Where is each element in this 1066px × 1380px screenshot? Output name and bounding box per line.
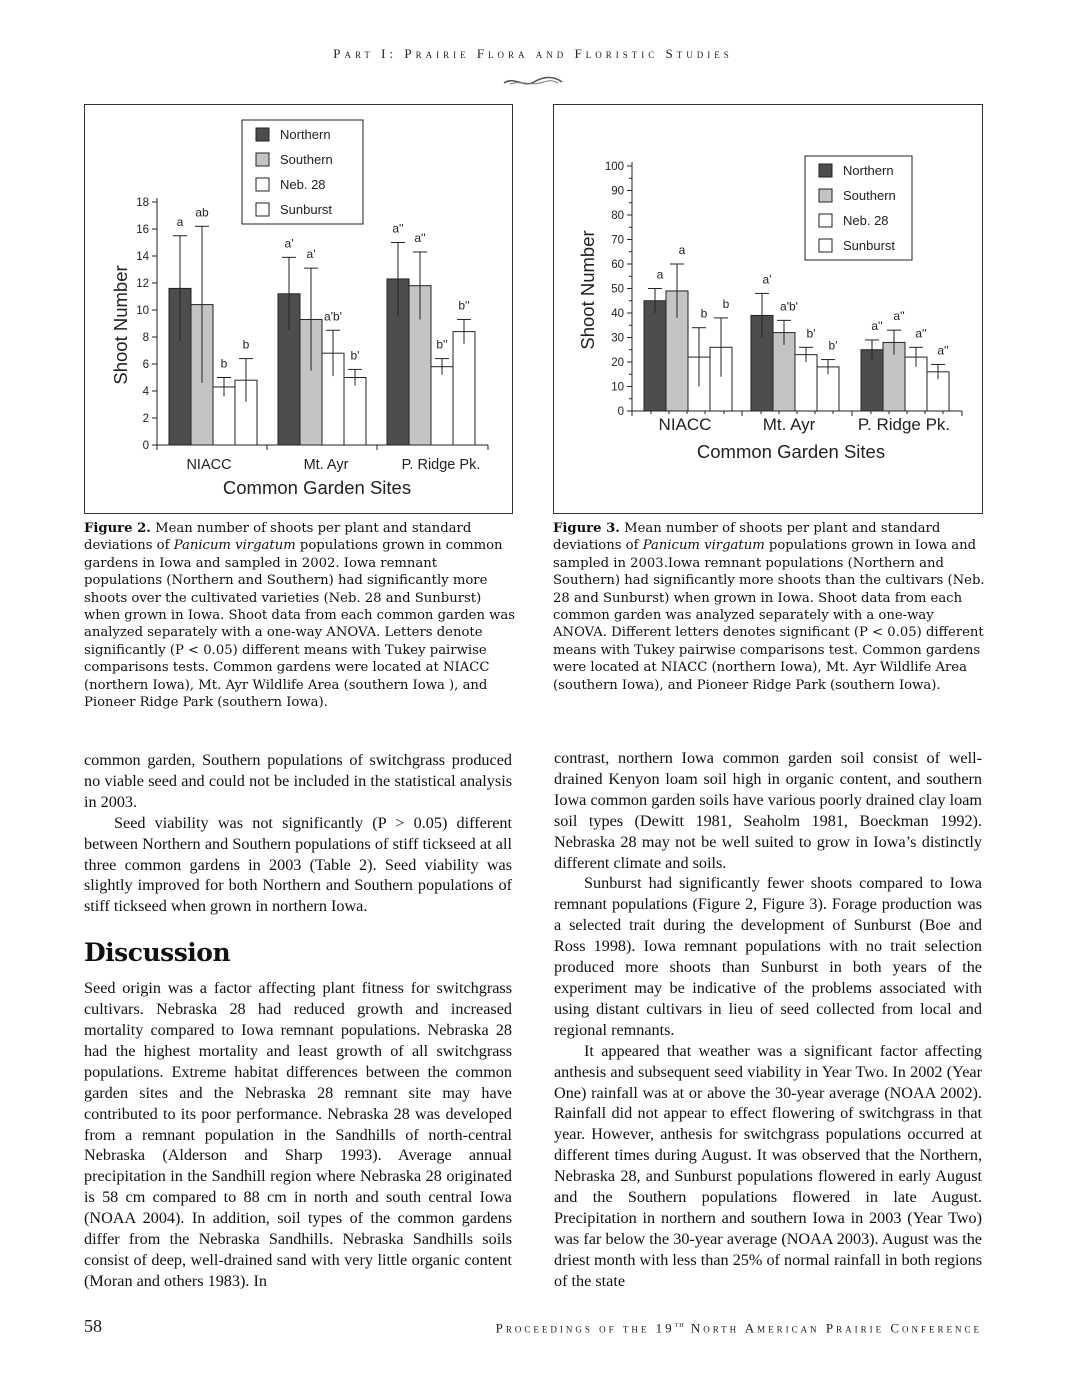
significance-letter: b'': [458, 298, 470, 313]
significance-letter: b': [806, 326, 816, 341]
body-paragraph: contrast, northern Iowa common garden soil consist of well-drained Kenyon loam soil high in organic content, and southern Iowa common garden soils have various poorly drained clay loam soil types (Dewitt 1981, Seaholm 1981, Boeckman 1992). Nebraska 28 may not be well suited to grow in Iowa’s distinctly different climate and soils.: [554, 749, 982, 872]
discussion-heading: Discussion: [84, 938, 231, 968]
y-axis-label: Shoot Number: [110, 265, 131, 385]
x-tick-label: P. Ridge Pk.: [401, 457, 481, 473]
significance-letter: ab: [195, 205, 209, 220]
x-axis-label: Common Garden Sites: [696, 441, 886, 462]
y-tick-label: 14: [136, 251, 149, 263]
y-tick-label: 50: [611, 283, 624, 296]
significance-letter: a'': [915, 326, 927, 341]
ornament-icon: [500, 74, 566, 90]
y-tick-label: 2: [142, 413, 149, 425]
x-tick-label: NIACC: [186, 457, 232, 473]
page-number: 58: [84, 1316, 102, 1336]
bar-neb-28: [431, 367, 453, 445]
running-head: Part I: Prairie Flora and Floristic Studies: [333, 46, 733, 61]
significance-letter: b': [350, 348, 360, 363]
figure-3-caption-pre: Mean number of shoots per plant and standard deviations of: [553, 521, 941, 554]
significance-letter: a: [176, 214, 184, 229]
significance-letter: b: [722, 296, 730, 311]
significance-letter: a'': [893, 309, 905, 324]
figure-3-caption: [553, 520, 985, 694]
body-paragraph: Sunburst had significantly fewer shoots compared to Iowa remnant populations (Figure 2, Figure 3). Forage production was a selected trait during the development of Sunburst (Boe and Ross 1998). Iowa remnant populations with no trait selection produced more shoots than Sunburst in both years of the experiment may be indicative of the problems associated with using distant cultivars in lieu of seed collected from local and regional remnants.: [554, 874, 982, 1039]
significance-letter: a'': [392, 221, 404, 236]
x-tick-label: Mt. Ayr: [762, 415, 816, 434]
legend-swatch-sunburst: [256, 203, 269, 216]
legend-swatch-northern: [256, 128, 269, 141]
legend-label: Sunburst: [280, 202, 333, 217]
figure-2-caption-post: populations grown in common gardens in Iowa and sampled in 2002. Iowa remnant populations (Northern and Southern) had significantly more shoots over the cultivated varieties (Neb. 28 and Sunburst) when grown in Iowa. Shoot data from each common garden was analyzed separately with a one-way ANOVA. Letters denote significantly (P < 0.05) different means with Tukey pairwise comparisons tests. Common gardens were located at NIACC (northern Iowa), Mt. Ayr Wildlife Area (southern Iowa ), and Pioneer Ridge Park (southern Iowa).: [84, 538, 516, 711]
figure-3-caption-post: populations grown in Iowa and sampled in 2003.Iowa remnant populations (Northern and Southern) had significantly more shoots than the cultivars (Neb. 28 and Sunburst) when grown in Iowa. Shoot data from each common garden was analyzed separately with a one-way ANOVA. Different letters denotes significant (P < 0.05) different means with Tukey pairwise comparisons test. Common gardens were located at NIACC (northern Iowa), Mt. Ayr Wildlife Area (southern Iowa), and Pioneer Ridge Park (southern Iowa).: [553, 538, 985, 693]
legend-swatch-neb-28: [256, 178, 269, 191]
y-tick-label: 80: [611, 210, 624, 222]
legend-label: Sunburst: [843, 238, 896, 253]
x-tick-label: Mt. Ayr: [303, 457, 349, 473]
figure-2-caption-species: Panicum virgatum: [173, 538, 296, 554]
left-column: [84, 750, 512, 1292]
body-paragraph: Seed origin was a factor affecting plant fitness for switchgrass cultivars. Nebraska 28 had reduced growth and increased mortality compared to Iowa remnant populations. Nebraska 28 had the highest mortality and least growth of all switchgrass populations. Extreme habitat differences between the common garden sites and the Nebraska 28 remnant site may have contributed to its poor performance. Nebraska 28 was developed from a remnant population in the Sandhills of north-central Nebraska (Alderson and Sharp 1993). Average annual precipitation in the Sandhill region where Nebraska 28 originated is 58 cm compared to 88 cm in north and south central Iowa (NOAA 2004). In addition, soil types of the common gardens differ from the Nebraska Sandhills. Nebraska Sandhills soils consist of deep, well-drained sand with very little organic content (Moran and others 1983). In: [84, 979, 512, 1290]
significance-letter: a: [656, 267, 664, 282]
significance-letter: a': [762, 272, 772, 287]
legend-label: Neb. 28: [843, 213, 889, 228]
proceedings-sup: th: [674, 1319, 685, 1329]
figure-2-chart: [84, 104, 513, 514]
bar-neb-28: [795, 355, 817, 411]
y-tick-label: 4: [142, 386, 149, 398]
significance-letter: b'': [436, 337, 448, 352]
significance-letter: a'b': [324, 309, 342, 324]
y-tick-label: 100: [604, 161, 624, 173]
legend-swatch-southern: [819, 189, 832, 202]
legend-label: Northern: [280, 127, 331, 142]
legend-label: Southern: [843, 188, 896, 203]
legend-label: Southern: [280, 152, 333, 167]
figure-2-caption-label: Figure 2.: [84, 521, 151, 536]
proceedings-title: [496, 1319, 982, 1336]
y-tick-label: 18: [136, 197, 149, 209]
y-tick-label: 0: [142, 440, 149, 452]
body-paragraph: It appeared that weather was a significant factor affecting anthesis and subsequent seed viability in Year Two. In 2002 (Year One) rainfall was at or above the 30-year average (NOAA 2002). Rainfall did not appear to effect flowering of switchgrass in that year. However, anthesis for switchgrass populations occurred at different times during August. It was observed that the Northern, Nebraska 28, and Sunburst populations flowered in early August and the Southern populations flowered in late August. Precipitation in northern and southern Iowa in 2003 (Year Two) was far below the 30-year average (NOAA 2003). August was the driest month with less than 25% of normal rainfall in both regions of the state: [554, 1041, 982, 1290]
significance-letter: a'': [414, 230, 426, 245]
y-tick-label: 6: [142, 359, 149, 371]
y-tick-label: 10: [136, 305, 149, 317]
significance-letter: a'': [937, 343, 949, 358]
y-tick-label: 16: [136, 224, 149, 236]
significance-letter: b: [242, 337, 250, 352]
figure-3-caption-label: Figure 3.: [553, 521, 620, 536]
figure-3-svg: [554, 105, 982, 513]
bar-sunburst: [344, 378, 366, 446]
right-column: [554, 748, 982, 1292]
figure-3-chart: [553, 104, 983, 514]
body-paragraph: Seed viability was not significantly (P > 0.05) different between Northern and Southern populations of stiff tickseed at all three common gardens in 2003 (Table 2). Seed viability was slightly improved for both Northern and Southern populations of stiff tickseed when grown in northern Iowa.: [84, 813, 512, 916]
x-tick-label: P. Ridge Pk.: [857, 415, 951, 434]
legend-label: Neb. 28: [280, 177, 326, 192]
y-tick-label: 70: [611, 234, 624, 247]
y-tick-label: 10: [611, 381, 624, 394]
legend-swatch-southern: [256, 153, 269, 166]
significance-letter: a': [284, 236, 294, 251]
y-axis-label: Shoot Number: [577, 230, 598, 350]
figure-2-caption-pre: Mean number of shoots per plant and standard deviations of: [84, 521, 472, 554]
y-tick-label: 20: [611, 357, 624, 369]
bar-northern: [644, 301, 666, 411]
x-tick-label: NIACC: [658, 415, 712, 434]
y-tick-label: 12: [136, 278, 149, 290]
legend-label: Northern: [843, 163, 894, 178]
significance-letter: a: [678, 243, 686, 257]
figure-3-caption-species: Panicum virgatum: [642, 538, 765, 554]
body-paragraph: common garden, Southern populations of switchgrass produced no viable seed and could not be included in the statistical analysis in 2003.: [84, 751, 512, 811]
y-tick-label: 0: [617, 406, 624, 418]
figure-2-caption: [84, 520, 516, 711]
bar-sunburst: [453, 332, 475, 445]
significance-letter: b: [220, 356, 228, 371]
significance-letter: b: [700, 306, 708, 321]
legend-swatch-northern: [819, 164, 832, 177]
y-tick-label: 8: [142, 332, 149, 344]
y-tick-label: 90: [611, 185, 624, 198]
legend-swatch-neb-28: [819, 214, 832, 227]
x-axis-label: Common Garden Sites: [222, 477, 412, 498]
proceedings-post: North American Prairie Conference: [684, 1320, 982, 1336]
significance-letter: a'': [871, 318, 883, 333]
significance-letter: a': [306, 247, 316, 262]
legend-swatch-sunburst: [819, 239, 832, 252]
significance-letter: b': [828, 338, 838, 353]
y-tick-label: 30: [611, 332, 624, 345]
y-tick-label: 60: [611, 259, 624, 271]
significance-letter: a'b': [780, 299, 798, 314]
figure-2-svg: [85, 105, 512, 513]
proceedings-pre: Proceedings of the 19: [495, 1320, 675, 1336]
y-tick-label: 40: [611, 308, 624, 320]
